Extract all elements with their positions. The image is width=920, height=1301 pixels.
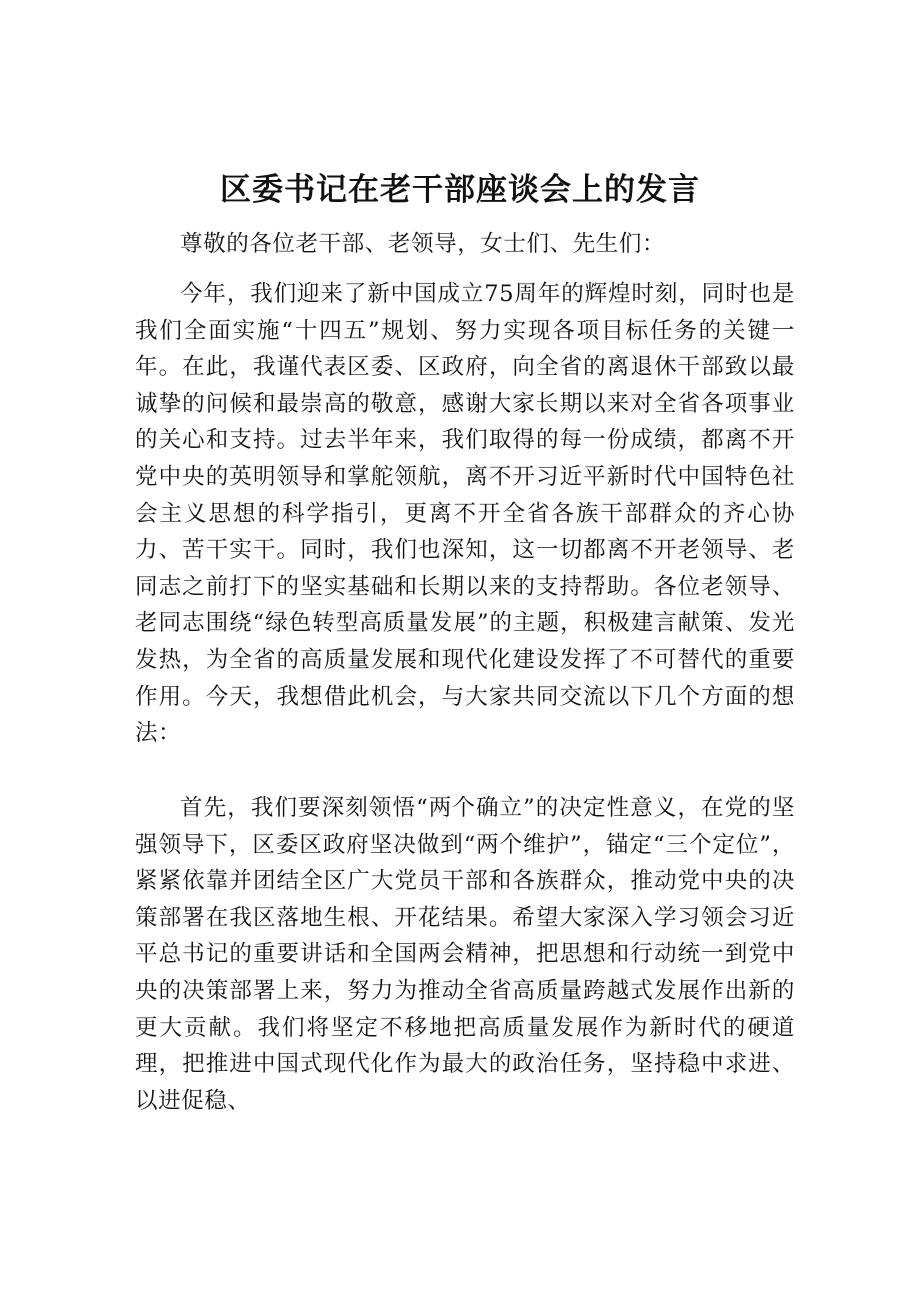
salutation: 尊敬的各位老干部、老领导，女士们、先生们： bbox=[180, 231, 666, 257]
document-title: 区委书记在老干部座谈会上的发言 bbox=[220, 172, 700, 208]
paragraph-2: 首先，我们要深刻领悟“两个确立”的决定性意义，在党的坚强领导下，区委区政府坚决做到“两个维护”，锚定“三个定位”，紧紧依靠并团结全区广大党员干部和各族群众，推动党中央的决策部署在我区落地生根、开花结果。希望大家深入学习领会习近平总书记的重要讲话和全国两会精神，把思想和行动统一到党中央的决策部署上来，努力为推动全省高质量跨越式发展作出新的更大贡献。我们将坚定不移地把高质量发展作为新时代的硬道理，把推进中国式现代化作为最大的政治任务，坚持稳中求进、以进促稳、 bbox=[135, 795, 795, 1114]
paragraph-1: 今年，我们迎来了新中国成立75周年的辉煌时刻，同时也是我们全面实施“十四五”规划、努力实现各项目标任务的关键一年。在此，我谨代表区委、区政府，向全省的离退休干部致以最诚挚的问候和最崇高的敬意，感谢大家长期以来对全省各项事业的关心和支持。过去半年来，我们取得的每一份成绩，都离不开党中央的英明领导和掌舵领航，离不开习近平新时代中国特色社会主义思想的科学指引，更离不开全省各族干部群众的齐心协力、苦干实干。同时，我们也深知，这一切都离不开老领导、老同志之前打下的坚实基础和长期以来的支持帮助。各位老领导、老同志围绕“绿色转型高质量发展”的主题，积极建言献策、发光发热，为全省的高质量发展和现代化建设发挥了不可替代的重要作用。今天，我想借此机会，与大家共同交流以下几个方面的想法： bbox=[135, 281, 795, 747]
